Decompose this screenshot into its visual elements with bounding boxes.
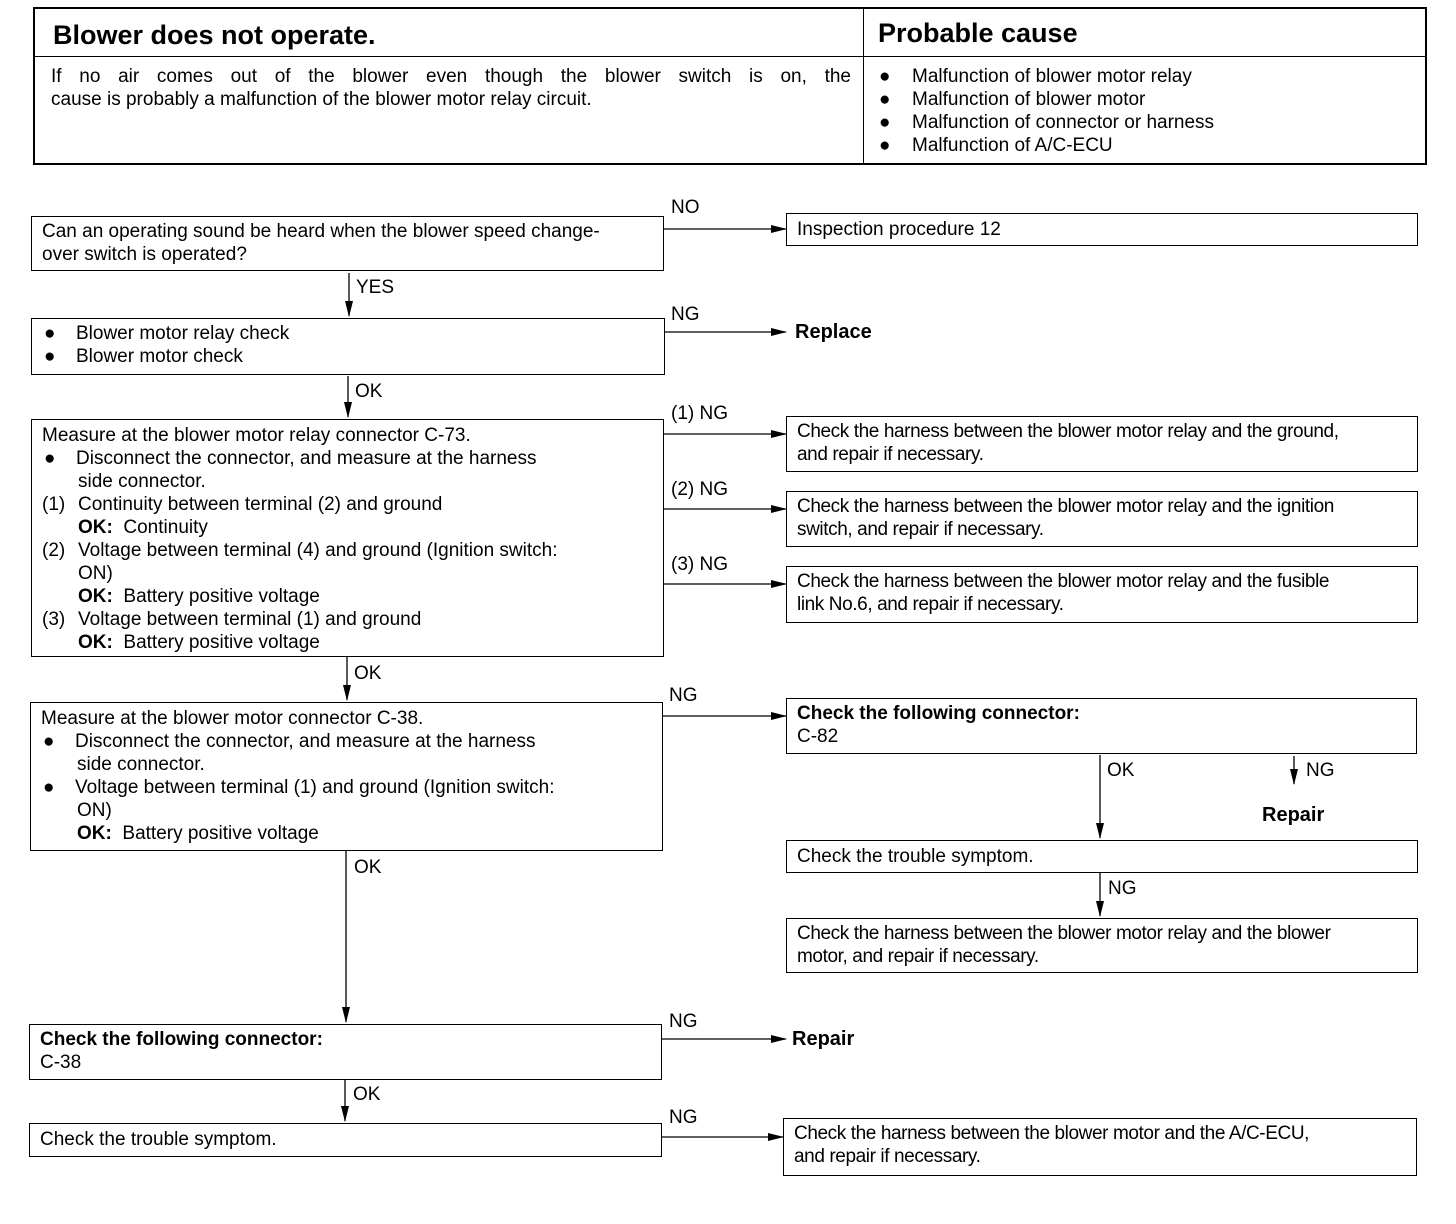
result-check-trouble-symptom [786, 840, 1418, 873]
label-ng: NG [671, 304, 700, 325]
label-ok: OK [1107, 760, 1135, 781]
instruction-text: Disconnect the connector, and measure at the harness [75, 731, 536, 752]
label-ng-3: (3) NG [671, 554, 728, 575]
result-text: motor, and repair if necessary. [797, 946, 1039, 967]
step-check-connector-c38 [29, 1024, 662, 1080]
result-harness-ground [786, 416, 1418, 472]
measurement-text: ON) [78, 563, 113, 584]
symptom-title: Blower does not operate. [53, 20, 376, 50]
ok-prefix: OK: [78, 517, 113, 538]
label-ok: OK [354, 857, 382, 878]
result-harness-ignition [786, 491, 1418, 547]
bullet-icon: ● [44, 323, 56, 344]
result-repair-c38: Repair [792, 1028, 855, 1050]
result-harness-relay-motor [786, 918, 1418, 973]
cause-text: Malfunction of blower motor [912, 89, 1146, 110]
label-ng: NG [669, 685, 698, 706]
measurement-text: Continuity between terminal (2) and ground [78, 494, 443, 515]
measurement-text: Voltage between terminal (4) and ground (Ignition switch: [78, 540, 558, 561]
measurement-2 [42, 539, 653, 562]
step-text: over switch is operated? [42, 244, 247, 265]
check-item [42, 345, 654, 368]
ok-value: Battery positive voltage [123, 586, 320, 607]
measurement-text: Voltage between terminal (1) and ground [78, 609, 422, 630]
cause-title: Probable cause [878, 18, 1078, 48]
step-relay-connector-c73 [31, 419, 664, 657]
ok-prefix: OK: [78, 586, 113, 607]
check-text: Blower motor check [76, 346, 243, 367]
measurement-number: (2) [42, 540, 66, 561]
result-text: Check the trouble symptom. [797, 846, 1034, 867]
result-harness-fusible-link [786, 566, 1418, 623]
result-text: and repair if necessary. [797, 444, 984, 465]
result-text: and repair if necessary. [794, 1146, 981, 1167]
result-check-connector-c82 [786, 698, 1417, 754]
instruction-text: Voltage between terminal (1) and ground (Ignition switch: [75, 777, 555, 798]
bullet-icon: ● [879, 112, 891, 133]
result-harness-motor-ecu [783, 1118, 1417, 1176]
step-title: Measure at the blower motor connector C-38. [41, 708, 424, 729]
result-text: Check the harness between the blower motor relay and the ground, [797, 421, 1339, 442]
ok-line [41, 822, 652, 845]
bullet-icon: ● [44, 346, 56, 367]
result-replace: Replace [795, 321, 872, 343]
result-text: link No.6, and repair if necessary. [797, 594, 1064, 615]
step-relay-motor-check [31, 318, 665, 375]
result-text: switch, and repair if necessary. [797, 519, 1044, 540]
step-title: Check the following connector: [40, 1029, 323, 1050]
label-ng-2: (2) NG [671, 479, 728, 500]
bullet-icon: ● [44, 448, 56, 469]
result-text: Check the harness between the blower motor relay and the fusible [797, 571, 1330, 592]
step-motor-connector-c38 [30, 702, 663, 851]
label-ng: NG [669, 1011, 698, 1032]
result-text: Check the harness between the blower motor relay and the blower [797, 923, 1331, 944]
label-no: NO [671, 197, 700, 218]
cause-text: Malfunction of connector or harness [912, 112, 1215, 133]
instruction-text: ON) [77, 800, 112, 821]
instruction-item [41, 730, 652, 753]
cause-text: Malfunction of A/C-ECU [912, 135, 1113, 156]
instruction-text: side connector. [78, 471, 206, 492]
ok-value: Battery positive voltage [122, 823, 319, 844]
step-text: Check the trouble symptom. [40, 1129, 277, 1150]
step-check-trouble-symptom [29, 1123, 662, 1157]
bullet-icon: ● [43, 777, 55, 798]
instruction-item [42, 447, 653, 470]
result-text: Check the harness between the blower motor relay and the ignition [797, 496, 1334, 517]
label-yes: YES [356, 277, 395, 298]
instruction-item [41, 776, 652, 799]
result-inspection-12 [786, 213, 1418, 246]
measurement-number: (1) [42, 494, 66, 515]
ok-value: Continuity [123, 517, 208, 538]
label-ok: OK [355, 381, 383, 402]
step-text: Can an operating sound be heard when the blower speed change- [42, 221, 600, 242]
result-repair-c82: Repair [1262, 804, 1325, 826]
bullet-icon: ● [879, 89, 891, 110]
cause-text: Malfunction of blower motor relay [912, 66, 1192, 87]
result-text: Inspection procedure 12 [797, 219, 1001, 240]
measurement-3-ok [42, 631, 653, 654]
step-operating-sound [31, 216, 664, 271]
symptom-description-line: cause is probably a malfunction of the blower motor relay circuit. [51, 89, 592, 110]
measurement-2-ok [42, 585, 653, 608]
label-ng: NG [669, 1107, 698, 1128]
label-ng: NG [1108, 878, 1137, 899]
bullet-icon: ● [879, 66, 891, 87]
ok-prefix: OK: [78, 632, 113, 653]
check-text: Blower motor relay check [76, 323, 290, 344]
result-text: Check the harness between the blower motor and the A/C-ECU, [794, 1123, 1310, 1144]
instruction-text: side connector. [77, 754, 205, 775]
step-title: Measure at the blower motor relay connector C-73. [42, 425, 471, 446]
result-title: Check the following connector: [797, 703, 1080, 724]
ok-prefix: OK: [77, 823, 112, 844]
check-item [42, 322, 654, 345]
measurement-1 [42, 493, 653, 516]
measurement-3 [42, 608, 653, 631]
label-ok: OK [353, 1084, 381, 1105]
label-ng: NG [1306, 760, 1335, 781]
result-value: C-82 [797, 726, 839, 747]
ok-value: Battery positive voltage [123, 632, 320, 653]
label-ok: OK [354, 663, 382, 684]
instruction-text: Disconnect the connector, and measure at the harness [76, 448, 537, 469]
measurement-1-ok [42, 516, 653, 539]
symptom-description-line: If no air comes out of the blower even though the blower switch is on, the [51, 66, 851, 87]
bullet-icon: ● [43, 731, 55, 752]
bullet-icon: ● [879, 135, 891, 156]
step-value: C-38 [40, 1052, 82, 1073]
measurement-number: (3) [42, 609, 66, 630]
label-ng-1: (1) NG [671, 403, 728, 424]
